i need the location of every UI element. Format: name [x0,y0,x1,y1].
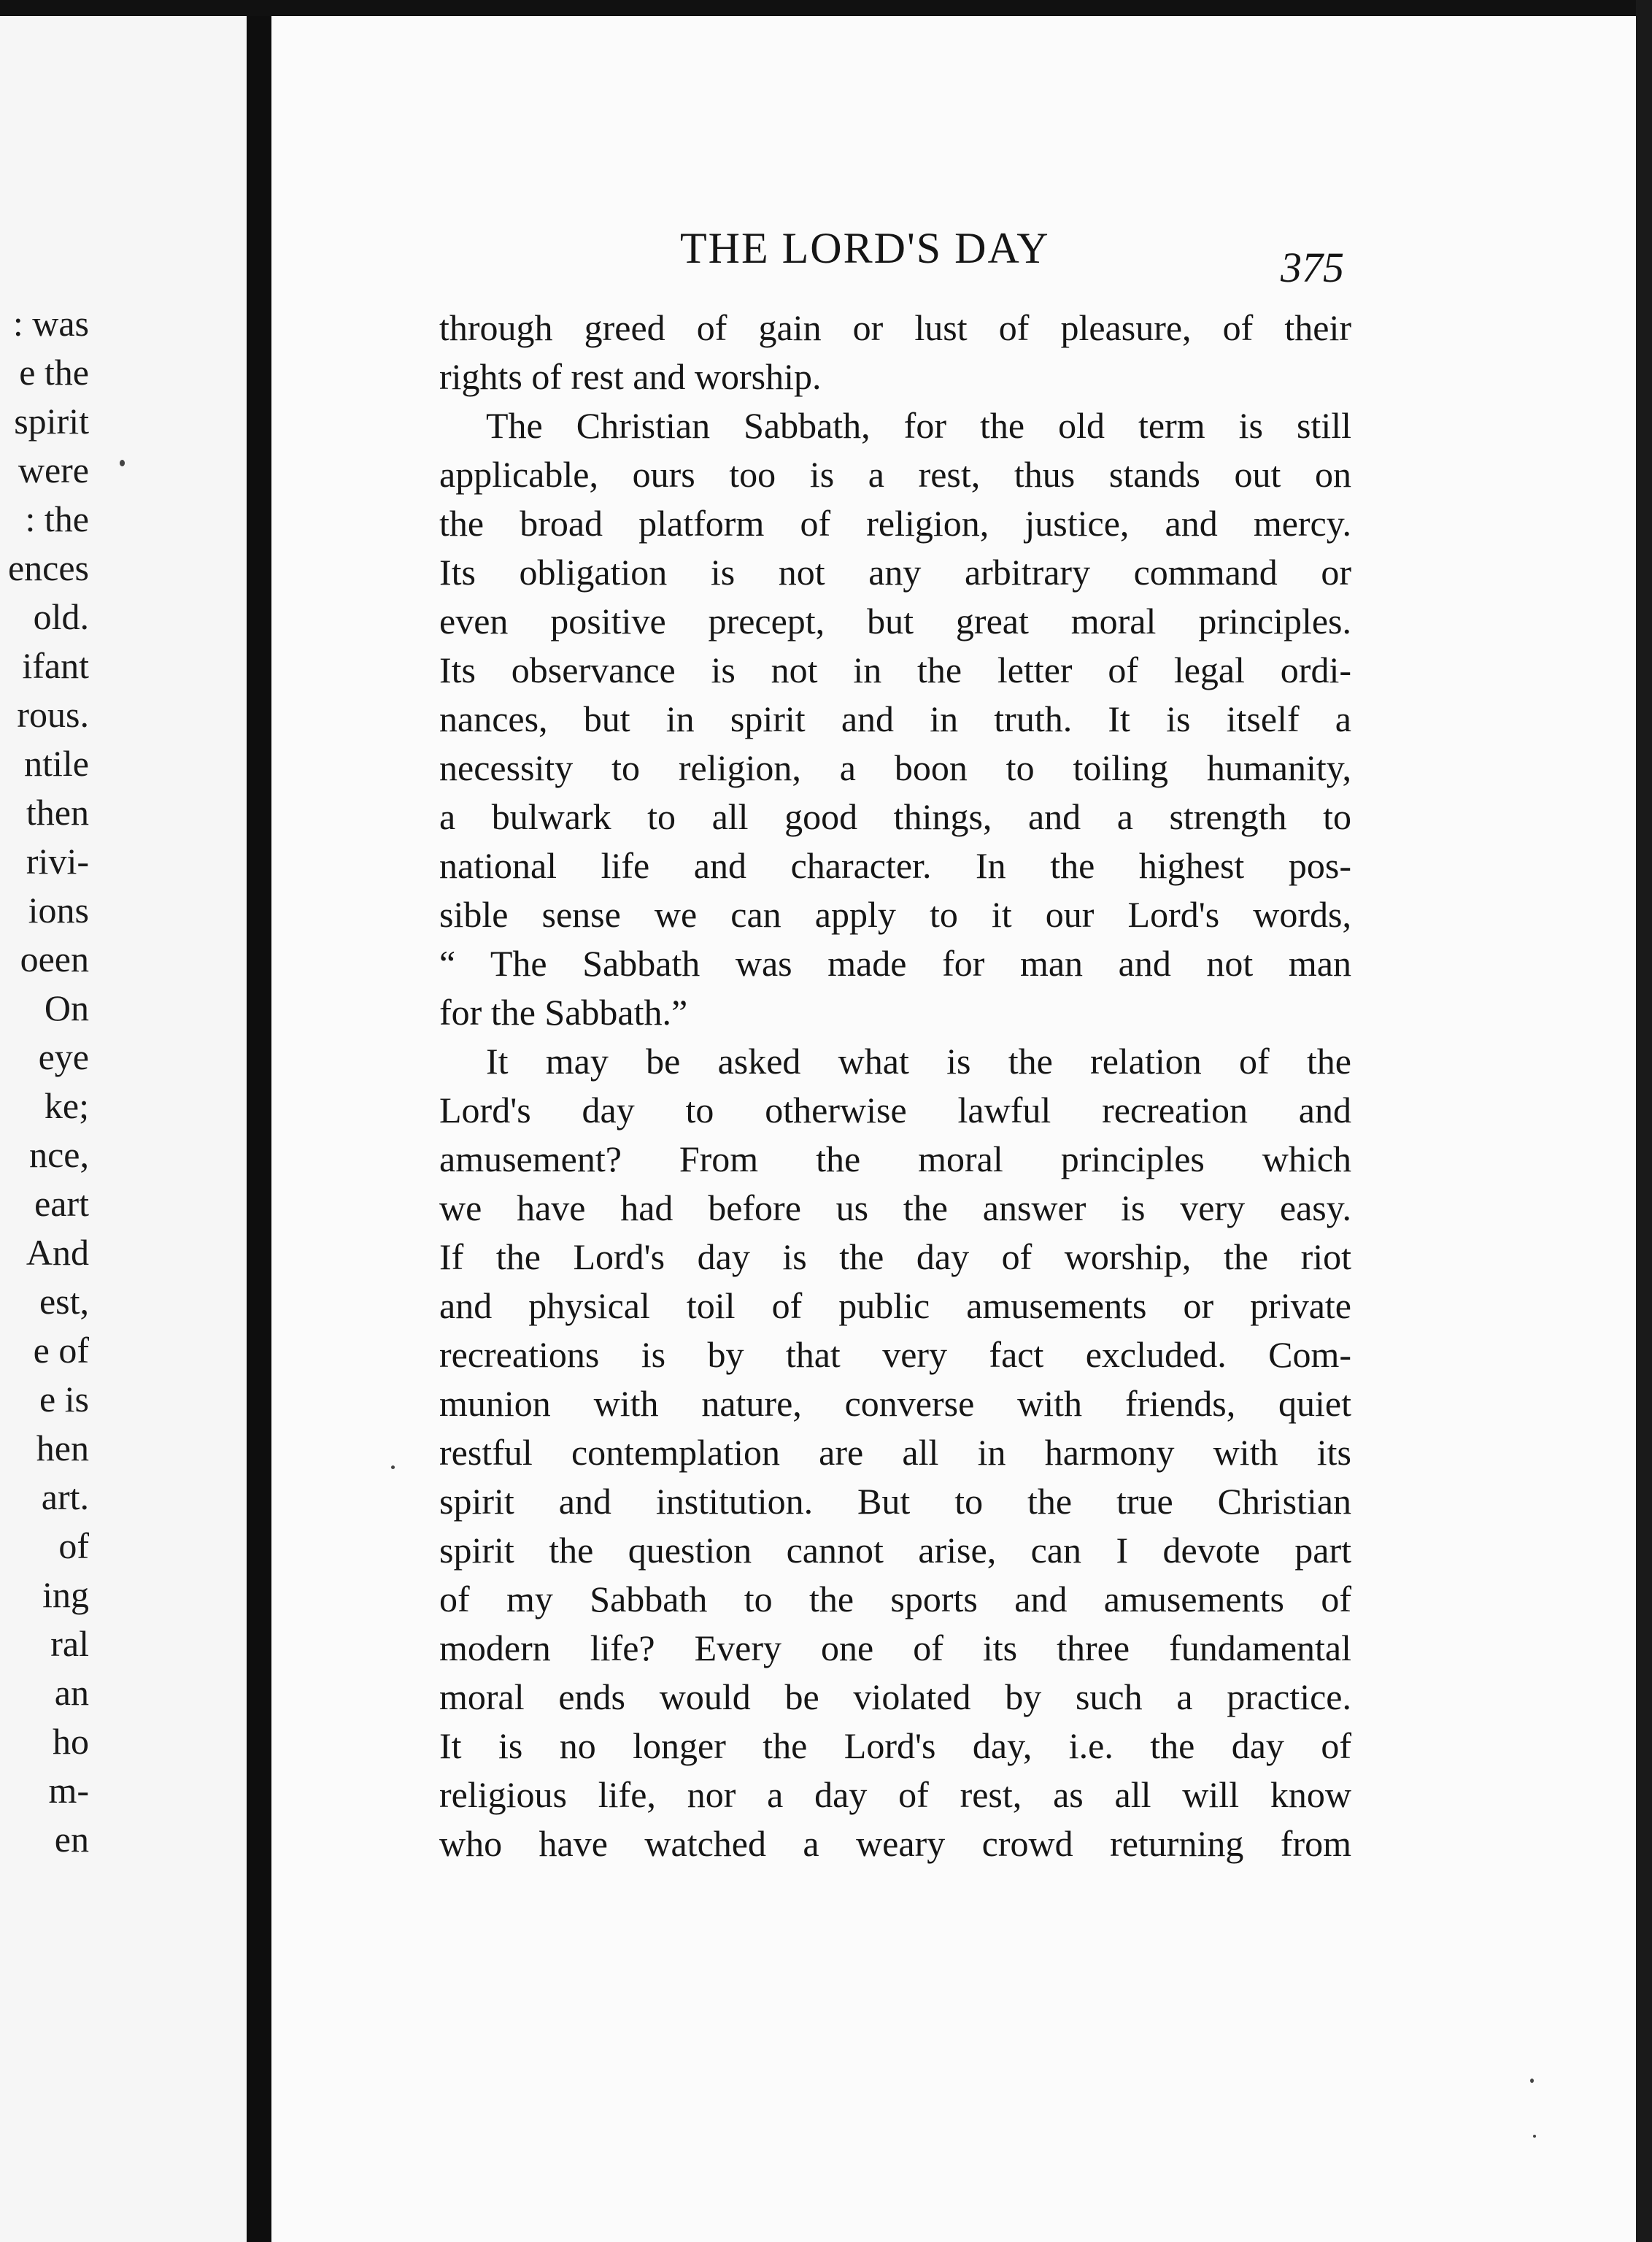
scan-speck [391,1465,395,1469]
facing-fragment: eye [38,1036,89,1077]
facing-fragment: ing [42,1574,89,1615]
text-line: and physical toil of public amusements or private [439,1285,1351,1326]
facing-fragment: then [26,792,89,833]
text-line: It may be asked what is the relation of the [486,1041,1351,1082]
text-line: “ The Sabbath was made for man and not man [439,943,1351,984]
facing-fragment: m- [48,1770,89,1811]
text-line: even positive precept, but great moral principles. [439,601,1351,642]
text-line: modern life? Every one of its three fundamental [439,1627,1351,1668]
facing-fragment: art. [41,1476,89,1517]
facing-fragment: spirit [14,401,89,442]
scan-speck [120,460,125,466]
facing-fragment: e the [19,352,89,393]
text-line: nances, but in spirit and in truth. It is itself a [439,698,1351,739]
facing-fragment: ho [53,1721,89,1762]
text-line: religious life, nor a day of rest, as all will know [439,1774,1351,1815]
facing-fragment: And [26,1232,89,1273]
text-line: necessity to religion, a boon to toiling humanity, [439,747,1351,788]
facing-fragment: ntile [24,743,89,784]
facing-fragment: On [44,987,89,1028]
facing-fragment: of [58,1525,89,1566]
facing-fragment: an [54,1672,89,1713]
text-line: national life and character. In the highest pos- [439,845,1351,886]
text-line: the broad platform of religion, justice, and mercy. [439,503,1351,544]
facing-fragment: ifant [22,645,89,686]
facing-fragment: rivi- [26,841,89,882]
text-line: rights of rest and worship. [439,356,822,397]
text-line: spirit and institution. But to the true Christian [439,1481,1351,1522]
text-line: spirit the question cannot arise, can I devote part [439,1530,1351,1571]
scan-edge-top [0,0,1652,16]
facing-fragment: est, [39,1281,89,1322]
facing-fragment: en [54,1819,89,1860]
scan-speck [1533,2135,1536,2138]
text-line: of my Sabbath to the sports and amusements of [439,1579,1351,1619]
text-line: applicable, ours too is a rest, thus stands out on [439,454,1351,495]
facing-fragment: ions [28,890,89,931]
page-gutter [247,0,271,2242]
facing-fragment: eart [34,1183,89,1224]
text-line: moral ends would be violated by such a practice. [439,1676,1351,1717]
text-line: we have had before us the answer is very easy. [439,1187,1351,1228]
text-line: who have watched a weary crowd returning from [439,1823,1351,1864]
facing-fragment: old. [33,596,89,637]
running-head-title: THE LORD'S DAY [680,224,1050,272]
facing-fragment: e of [33,1330,89,1371]
text-line: restful contemplation are all in harmony with its [439,1432,1351,1473]
text-line: Its obligation is not any arbitrary command or [439,552,1351,593]
facing-fragment: were [18,450,89,490]
facing-fragment: rous. [17,694,89,735]
text-line: If the Lord's day is the day of worship, the riot [439,1236,1351,1277]
text-line: a bulwark to all good things, and a strength to [439,796,1351,837]
text-line: munion with nature, converse with friends, quiet [439,1383,1351,1424]
facing-fragment: : the [25,498,89,539]
text-line: It is no longer the Lord's day, i.e. the day of [439,1725,1351,1766]
facing-fragment: : was [12,303,89,344]
facing-fragment: nce, [29,1134,89,1175]
text-line: recreations is by that very fact excluded. Com- [439,1334,1351,1375]
facing-page [0,16,247,2242]
text-line: Its observance is not in the letter of legal ordi- [439,650,1351,690]
facing-fragment: ences [7,547,89,588]
facing-fragment: ke; [44,1085,89,1126]
text-line: for the Sabbath.” [439,992,688,1033]
text-line: amusement? From the moral principles which [439,1139,1351,1179]
facing-fragment: oeen [20,939,89,979]
facing-fragment: ral [50,1623,89,1664]
text-line: Lord's day to otherwise lawful recreation and [439,1090,1351,1130]
text-line: through greed of gain or lust of pleasure, of their [439,307,1351,348]
scan-speck [1530,2079,1534,2083]
text-line: The Christian Sabbath, for the old term is still [486,405,1351,446]
scan-edge-right [1636,0,1652,2242]
facing-fragment: e is [39,1379,89,1419]
facing-fragment: hen [36,1428,89,1468]
text-line: sible sense we can apply to it our Lord's words, [439,894,1351,935]
page-number: 375 [1281,244,1344,291]
